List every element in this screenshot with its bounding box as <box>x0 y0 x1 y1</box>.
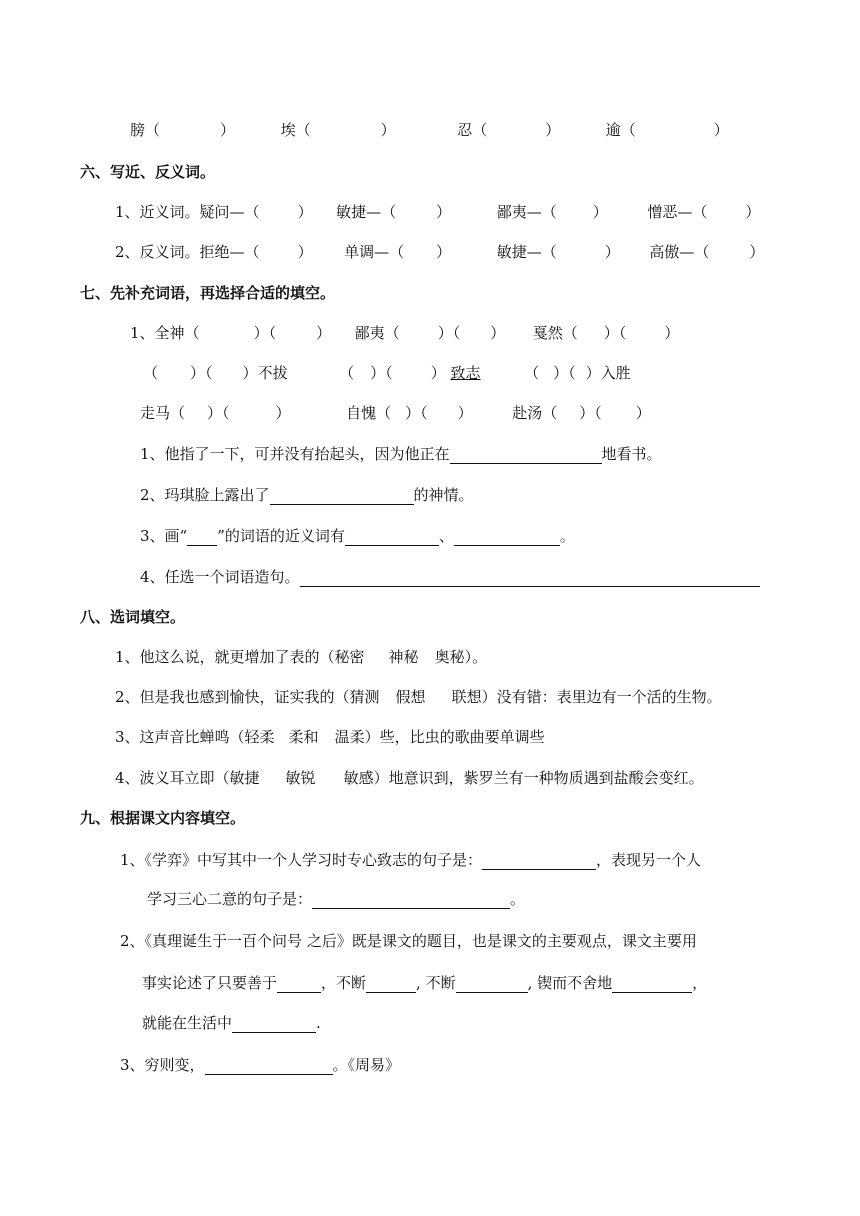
item-number: 1、近义词。 <box>115 203 200 221</box>
paren-close: ） <box>545 121 561 139</box>
paren-close: ） <box>297 243 313 261</box>
question-text: 就能在生活中 <box>142 1014 233 1032</box>
choice-line-4 <box>115 768 704 788</box>
word-item: 鄙夷—（ <box>496 203 557 221</box>
choice-line-2 <box>115 687 722 707</box>
question-text: 3、这声音比蝉鸣（轻柔 <box>115 728 275 746</box>
paren-close: ） <box>635 404 651 422</box>
choice-option: 敏感）地意识到，紫罗兰有一种物质遇到盐酸会变红。 <box>343 769 704 787</box>
text-fill-3 <box>120 1055 400 1075</box>
paren-close: ） <box>253 324 269 342</box>
paren-close: ） <box>664 324 680 342</box>
char-a: 膀（ <box>130 121 161 139</box>
fill-question-4 <box>140 567 760 587</box>
answer-blank[interactable] <box>270 488 414 505</box>
answer-blank[interactable] <box>277 976 321 993</box>
paren-close: ） <box>604 243 620 261</box>
answer-blank[interactable] <box>205 1058 333 1075</box>
paren-close: ） <box>579 404 595 422</box>
question-text: , 不断 <box>416 974 456 992</box>
paren-close: ） <box>457 404 473 422</box>
paren-open: （ <box>339 364 355 382</box>
word-item: 敏捷—（ <box>336 203 397 221</box>
idiom-suffix: 入胜 <box>600 364 631 382</box>
word-item: 拒绝—（ <box>199 243 260 261</box>
paren-open: （ <box>222 404 230 422</box>
answer-blank[interactable] <box>454 529 560 546</box>
separator: 、 <box>438 527 454 545</box>
paren-close: ） <box>437 324 453 342</box>
question-text: 。 <box>559 527 575 545</box>
question-text: 地看书。 <box>601 445 662 463</box>
fill-question-2 <box>140 485 474 505</box>
fill-question-3 <box>140 526 575 546</box>
question-text: . <box>316 1014 321 1032</box>
choice-option: 敏锐 <box>285 769 316 787</box>
word-item: 高傲—（ <box>649 243 710 261</box>
word-item: 疑问—（ <box>199 203 260 221</box>
question-text: 1、他这么说，就更增加了表的（秘密 <box>115 648 365 666</box>
question-text: 3、穷则变， <box>120 1056 205 1074</box>
paren-close: ） <box>745 203 761 221</box>
paren-close: ） <box>592 203 608 221</box>
paren-open: （ <box>268 324 277 342</box>
paren-close: ） <box>220 121 236 139</box>
text-fill-2c <box>142 1013 321 1033</box>
choice-option: 柔和 <box>288 728 319 746</box>
paren-close: ） <box>190 364 206 382</box>
paren-close: ） <box>713 121 729 139</box>
word-item: 单调—（ <box>344 243 405 261</box>
paren-close: ） <box>297 203 313 221</box>
choice-option: 温柔）些，比虫的歌曲要单调些 <box>334 728 545 746</box>
question-text: ， <box>692 974 708 992</box>
answer-blank[interactable] <box>232 1016 316 1033</box>
idiom-item: 鄙夷（ <box>354 324 400 342</box>
word-item: 憎恶—（ <box>647 203 708 221</box>
paren-close: ） <box>316 324 332 342</box>
idiom-item: 全神（ <box>154 324 200 342</box>
paren-close: ） <box>436 243 452 261</box>
char-b: 埃（ <box>280 121 311 139</box>
paren-open: （ <box>524 364 540 382</box>
section-7-heading: 七、先补充词语，再选择合适的填空。 <box>80 284 336 302</box>
section-6-heading: 六、写近、反义词。 <box>80 163 216 181</box>
choice-line-3 <box>115 727 545 747</box>
antonym-line <box>115 242 764 262</box>
paren-close: ） <box>603 324 619 342</box>
section-8-heading: 八、选词填空。 <box>80 608 186 626</box>
answer-blank[interactable] <box>187 529 217 546</box>
choice-option: 奥秘）。 <box>434 648 488 666</box>
question-text: 4、任选一个词语造句。 <box>140 568 300 586</box>
fill-question-1 <box>140 444 662 464</box>
question-text: 事实论述了只要善于 <box>142 974 278 992</box>
question-text: , 锲而不舍地 <box>527 974 613 992</box>
choice-option: 联想）没有错：表里边有一个活的生物。 <box>451 688 722 706</box>
answer-blank[interactable] <box>345 529 439 546</box>
answer-blank[interactable] <box>312 892 510 909</box>
paren-open: （ <box>594 404 602 422</box>
answer-blank[interactable] <box>450 447 602 464</box>
item-number: 2、反义词。 <box>115 243 200 261</box>
choice-line-1 <box>115 647 487 667</box>
paren-open: （ <box>452 324 461 342</box>
question-text: 2、玛琪脸上露出了 <box>140 486 270 504</box>
paren-close: ） <box>430 364 446 382</box>
paren-close: ） <box>370 364 386 382</box>
char-row <box>130 120 729 140</box>
choice-option: 假想 <box>395 688 426 706</box>
paren-open: （ <box>568 364 576 382</box>
idiom-item: 走马（ <box>140 404 186 422</box>
paren-close: ） <box>749 243 765 261</box>
question-text: 3、画“ <box>140 527 188 545</box>
paren-close: ） <box>553 364 569 382</box>
item-number: 1、 <box>130 324 155 342</box>
question-text: 1、《学弈》中写其中一个人学习时专心致志的句子是： <box>120 851 483 869</box>
idiom-item: 自愧（ <box>346 404 392 422</box>
question-text: ，表现另一个人 <box>596 851 702 869</box>
question-text: 2、但是我也感到愉快，证实我的（猜测 <box>115 688 380 706</box>
char-c: 忍（ <box>457 121 488 139</box>
paren-close: ） <box>585 364 601 382</box>
synonym-line <box>115 202 760 222</box>
idiom-row-2 <box>143 363 631 383</box>
paren-close: ） <box>242 364 258 382</box>
text-fill-2a <box>120 931 697 951</box>
question-text: 2、《真理诞生于一百个问号 之后》既是课文的题目，也是课文的主要观点，课文主要用 <box>120 932 697 950</box>
question-text: 1、他指了一下，可并没有抬起头，因为他正在 <box>140 445 450 463</box>
text-fill-2b <box>142 973 707 993</box>
paren-open: （ <box>385 364 393 382</box>
idiom-row-3 <box>140 403 651 423</box>
answer-blank[interactable] <box>366 976 416 993</box>
paren-open: （ <box>205 364 213 382</box>
paren-close: ） <box>405 404 421 422</box>
question-text: 。 <box>510 890 526 908</box>
answer-blank[interactable] <box>482 853 596 870</box>
question-text: 的神情。 <box>413 486 474 504</box>
question-text: ”的词语的近义词有 <box>217 527 345 545</box>
paren-close: ） <box>275 404 291 422</box>
question-text: 学习三心二意的句子是： <box>147 890 313 908</box>
paren-close: ） <box>436 203 452 221</box>
paren-open: （ <box>618 324 627 342</box>
paren-close: ） <box>380 121 396 139</box>
answer-blank[interactable] <box>612 976 692 993</box>
paren-open: （ <box>143 364 159 382</box>
char-d: 逾（ <box>605 121 636 139</box>
text-fill-1a <box>120 850 701 870</box>
idiom-item: 赴汤（ <box>512 404 558 422</box>
section-9-heading: 九、根据课文内容填空。 <box>80 809 246 827</box>
answer-blank[interactable] <box>456 976 528 993</box>
question-text: 。《周易》 <box>332 1056 401 1074</box>
idiom-item: 戛然（ <box>532 324 578 342</box>
idiom-suffix-underlined: 致志 <box>450 364 481 382</box>
question-text: 4、波义耳立即（敏捷 <box>115 769 260 787</box>
choice-option: 神秘 <box>388 648 419 666</box>
idiom-row-1 <box>130 323 679 343</box>
paren-open: （ <box>420 404 428 422</box>
text-fill-1b <box>147 889 525 909</box>
word-item: 敏捷—（ <box>496 243 557 261</box>
question-text: ，不断 <box>321 974 367 992</box>
paren-close: ） <box>490 324 506 342</box>
idiom-suffix: 不拔 <box>257 364 288 382</box>
paren-close: ） <box>207 404 223 422</box>
answer-blank[interactable] <box>300 570 760 587</box>
